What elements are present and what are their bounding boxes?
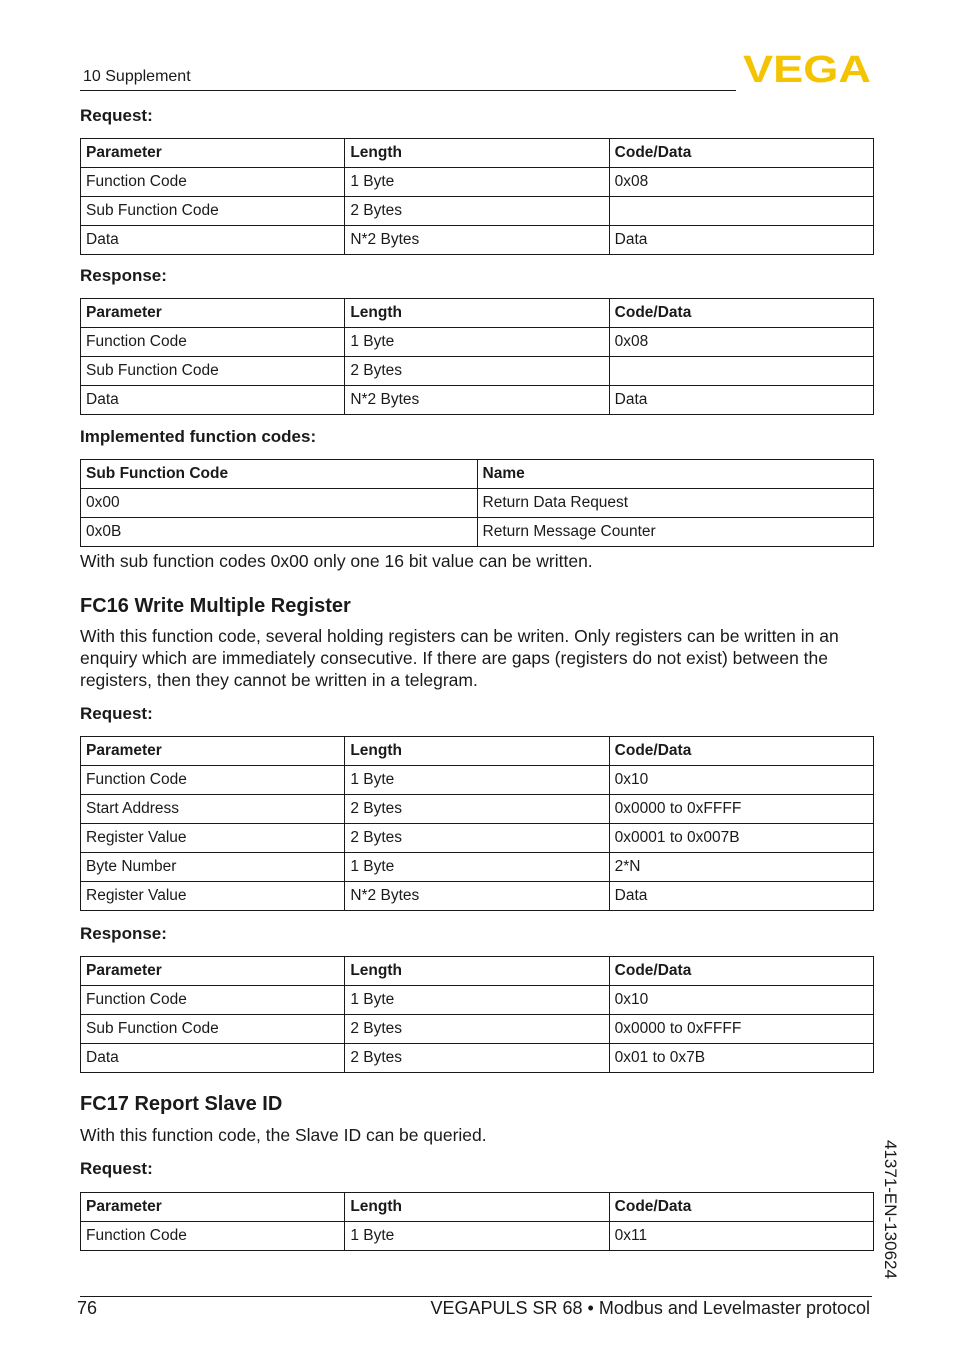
table-cell: 0x08	[609, 168, 873, 197]
page-number: 76	[77, 1298, 98, 1318]
table-cell: Function Code	[81, 1222, 345, 1251]
table-row	[81, 1015, 874, 1044]
fc17-request-table	[80, 1192, 874, 1251]
table-cell: N*2 Bytes	[345, 882, 609, 911]
table-cell: Data	[81, 1044, 345, 1073]
table-cell: Register Value	[81, 824, 345, 853]
table-cell: 2 Bytes	[345, 1015, 609, 1044]
table-cell: Data	[609, 226, 873, 255]
table-cell: 0x0B	[81, 518, 478, 547]
footer-document-title: VEGAPULS SR 68 • Modbus and Levelmaster protocol	[430, 1298, 870, 1318]
table-header-row	[81, 1193, 874, 1222]
fc17-request-label: Request:	[80, 1159, 153, 1178]
table-cell: 0x01 to 0x7B	[609, 1044, 873, 1073]
table-row	[81, 1044, 874, 1073]
column-header: Parameter	[81, 1193, 345, 1222]
table-cell: 2*N	[609, 853, 873, 882]
table-cell: Register Value	[81, 882, 345, 911]
table-cell: Function Code	[81, 168, 345, 197]
table-header-row	[81, 139, 874, 168]
table-cell: Data	[81, 226, 345, 255]
table-cell: 0x10	[609, 766, 873, 795]
table-cell: Sub Function Code	[81, 1015, 345, 1044]
table-cell: 2 Bytes	[345, 1044, 609, 1073]
fc8-request-label: Request:	[80, 106, 153, 125]
implemented-codes-note: With sub function codes 0x00 only one 16 bit value can be written.	[80, 551, 593, 571]
table-cell: Byte Number	[81, 853, 345, 882]
table-row	[81, 882, 874, 911]
table-row	[81, 795, 874, 824]
table-row	[81, 853, 874, 882]
table-cell: 0x00	[81, 489, 478, 518]
column-header: Length	[345, 737, 609, 766]
table-cell: 0x0000 to 0xFFFF	[609, 1015, 873, 1044]
table-row	[81, 168, 874, 197]
fc8-response-label: Response:	[80, 266, 167, 285]
fc16-response-table	[80, 956, 874, 1073]
fc17-description: With this function code, the Slave ID can be queried.	[80, 1125, 487, 1145]
column-header: Name	[477, 460, 874, 489]
document-code-vertical	[872, 1140, 908, 1290]
table-cell: Return Data Request	[477, 489, 874, 518]
table-cell: Sub Function Code	[81, 357, 345, 386]
column-header: Length	[345, 299, 609, 328]
table-cell: N*2 Bytes	[345, 226, 609, 255]
table-cell: Return Message Counter	[477, 518, 874, 547]
table-cell: N*2 Bytes	[345, 386, 609, 415]
table-row	[81, 357, 874, 386]
table-cell: 2 Bytes	[345, 197, 609, 226]
table-row	[81, 1222, 874, 1251]
table-row	[81, 824, 874, 853]
column-header: Parameter	[81, 299, 345, 328]
column-header: Code/Data	[609, 957, 873, 986]
vega-logo-text: VEGA	[743, 52, 871, 84]
table-cell: 1 Byte	[345, 328, 609, 357]
table-cell: Data	[81, 386, 345, 415]
table-cell	[609, 357, 873, 386]
table-cell: 0x08	[609, 328, 873, 357]
column-header: Parameter	[81, 957, 345, 986]
table-row	[81, 766, 874, 795]
table-header-row	[81, 460, 874, 489]
table-row	[81, 226, 874, 255]
fc16-description: With this function code, several holding registers can be writen. Only registers can be written in an enquiry which are immediately consecutive. If there are gaps (registers do not exist) between the registers, then they cannot be written in a telegram.	[80, 626, 839, 690]
fc16-request-label: Request:	[80, 704, 153, 723]
column-header: Code/Data	[609, 737, 873, 766]
table-cell: 0x0001 to 0x007B	[609, 824, 873, 853]
column-header: Code/Data	[609, 299, 873, 328]
table-cell: Data	[609, 386, 873, 415]
table-cell	[609, 197, 873, 226]
table-row	[81, 489, 874, 518]
fc16-response-label: Response:	[80, 924, 167, 943]
fc8-response-table	[80, 298, 874, 415]
fc8-request-table	[80, 138, 874, 255]
table-cell: 1 Byte	[345, 853, 609, 882]
column-header: Length	[345, 957, 609, 986]
section-header: 10 Supplement	[83, 68, 191, 85]
table-cell: Sub Function Code	[81, 197, 345, 226]
table-cell: Start Address	[81, 795, 345, 824]
header-divider	[80, 90, 736, 91]
column-header: Parameter	[81, 139, 345, 168]
footer-divider	[80, 1296, 872, 1297]
column-header: Length	[345, 139, 609, 168]
table-cell: 1 Byte	[345, 1222, 609, 1251]
column-header: Sub Function Code	[81, 460, 478, 489]
table-row	[81, 986, 874, 1015]
table-cell: Data	[609, 882, 873, 911]
column-header: Parameter	[81, 737, 345, 766]
column-header: Code/Data	[609, 1193, 873, 1222]
table-cell: Function Code	[81, 986, 345, 1015]
table-cell: 1 Byte	[345, 766, 609, 795]
table-cell: 0x0000 to 0xFFFF	[609, 795, 873, 824]
table-cell: 1 Byte	[345, 168, 609, 197]
table-row	[81, 386, 874, 415]
table-cell: Function Code	[81, 328, 345, 357]
table-cell: Function Code	[81, 766, 345, 795]
fc16-heading: FC16 Write Multiple Register	[80, 595, 351, 617]
fc16-request-table	[80, 736, 874, 911]
vega-logo	[742, 52, 872, 84]
table-header-row	[81, 957, 874, 986]
table-cell: 0x11	[609, 1222, 873, 1251]
implemented-codes-table	[80, 459, 874, 547]
table-row	[81, 197, 874, 226]
fc17-heading: FC17 Report Slave ID	[80, 1093, 283, 1115]
column-header: Code/Data	[609, 139, 873, 168]
table-cell: 1 Byte	[345, 986, 609, 1015]
table-header-row	[81, 299, 874, 328]
column-header: Length	[345, 1193, 609, 1222]
table-cell: 2 Bytes	[345, 824, 609, 853]
table-cell: 2 Bytes	[345, 795, 609, 824]
table-row	[81, 328, 874, 357]
document-code-text: 41371-EN-130624	[881, 1140, 900, 1279]
implemented-codes-label: Implemented function codes:	[80, 427, 317, 446]
table-header-row	[81, 737, 874, 766]
table-cell: 2 Bytes	[345, 357, 609, 386]
table-row	[81, 518, 874, 547]
table-cell: 0x10	[609, 986, 873, 1015]
